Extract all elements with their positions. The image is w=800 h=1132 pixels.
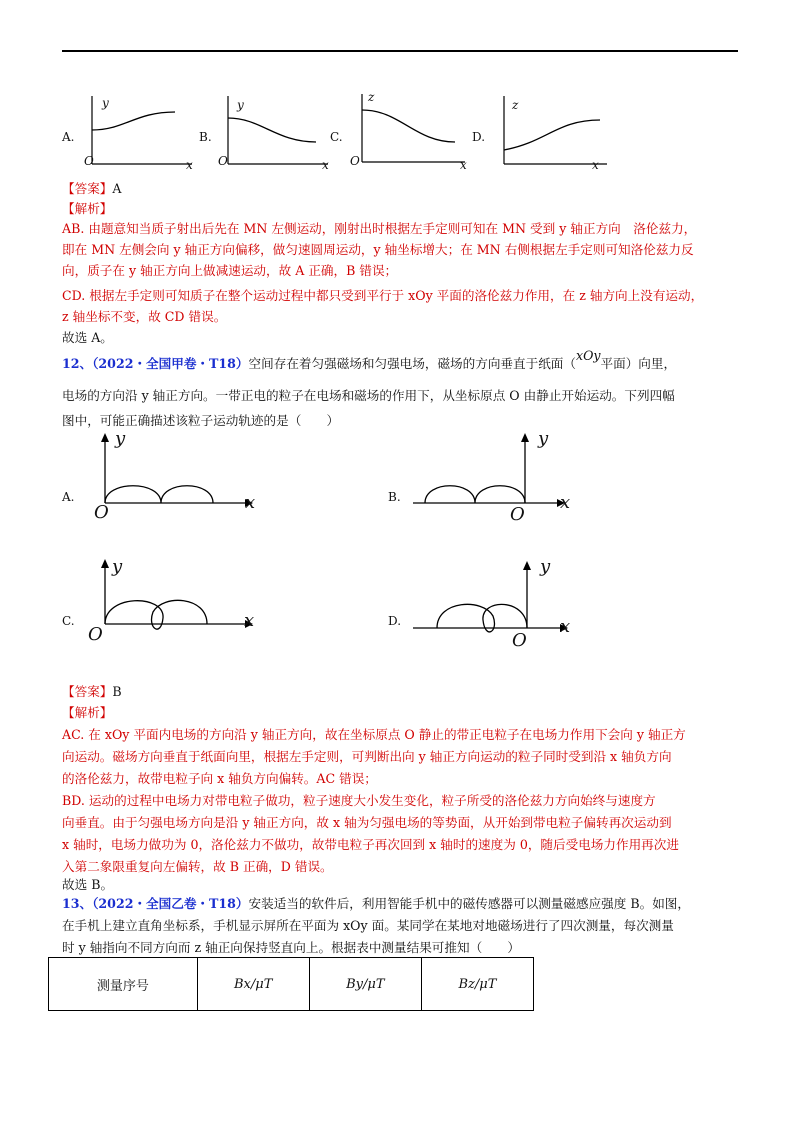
q13-stem-1: 安装适当的软件后，利用智能手机中的磁传感器可以测量磁感应强度 B。如图，: [248, 896, 690, 911]
q11-analysis-line-3: 向，质子在 y 轴正方向上做减速运动，故 A 正确，B 错误；: [62, 263, 398, 278]
q12-d-y: y: [540, 556, 551, 577]
q11-c-xlabel: x: [460, 158, 467, 172]
q11-c-axis: z: [368, 90, 375, 104]
q12-trajectory-a: [105, 486, 213, 503]
q11-d-axis: z: [512, 98, 519, 112]
q12-b-origin: O: [510, 504, 525, 525]
q11-option-b-letter: B.: [199, 130, 212, 144]
q12-analysis-line-2: 向运动。磁场方向垂直于纸面向里，根据左手定则，可判断出向 y 轴正方向运动的粒子同时受到沿 x 轴负方向: [62, 749, 672, 764]
table-header-cell: Bx/μT: [197, 958, 309, 1011]
q12-trajectory-c: [105, 600, 207, 629]
q12-option-b-letter: B.: [388, 490, 401, 504]
q12-analysis-line-3: 的洛伦兹力，故带电粒子向 x 轴负方向偏转。AC 错误；: [62, 771, 377, 786]
q11-conclusion: 故选 A。: [62, 330, 113, 345]
q12-stem-line-2: 电场的方向沿 y 轴正方向。一带正电的粒子在电场和磁场的作用下，从坐标原点 O 由静止开始运动。下列四幅: [62, 388, 675, 403]
q12-answer: B: [112, 684, 122, 699]
q11-a-axis: y: [102, 96, 109, 110]
q11-option-c-letter: C.: [330, 130, 343, 144]
q13-stem-line-1: [62, 896, 690, 912]
q11-curve-a: [92, 112, 175, 130]
table-header-cell: 测量序号: [49, 958, 198, 1011]
q12-analysis-line-4: BD. 运动的过程中电场力对带电粒子做功，粒子速度大小发生变化，粒子所受的洛伦兹力方向始终与速度方: [62, 793, 656, 808]
q12-b-x: x: [560, 492, 571, 513]
q13-measurement-table: [48, 957, 534, 1011]
q12-graph-a: [85, 428, 265, 528]
table-header-cell: Bz/μT: [421, 958, 533, 1011]
q11-b-axis: y: [237, 98, 244, 112]
q12-analysis-line-6: x 轴时，电场力做功为 0，洛伦兹力不做功，故带电粒子再次回到 x 轴时的速度为 0，随后受电场力作用再次进: [62, 837, 679, 852]
q11-answer-line: [62, 181, 121, 197]
q12-trajectory-b: [425, 486, 525, 503]
q12-c-x: x: [244, 610, 255, 631]
q12-c-y: y: [112, 556, 123, 577]
q12-stem-1a: 空间存在着匀强磁场和匀强电场，磁场的方向垂直于纸面（: [248, 356, 576, 371]
q12-a-x: x: [245, 492, 256, 513]
q11-analysis-line-5: z 轴坐标不变，故 CD 错误。: [62, 309, 227, 324]
header-rule: [62, 50, 738, 52]
table-header-row: [49, 958, 534, 1011]
q12-analysis-line-7: 入第二象限重复向左偏转，故 B 正确，D 错误。: [62, 859, 333, 874]
q12-number: 12、（2022・全国甲卷・T18）: [62, 356, 249, 371]
q11-a-origin: O: [84, 154, 94, 168]
q12-conclusion: 故选 B。: [62, 877, 114, 892]
q13-stem-line-3: 时 y 轴指向不同方向而 z 轴正向保持竖直向上。根据表中测量结果可推知（ ）: [62, 940, 520, 955]
q12-plane-label: xOy: [575, 348, 601, 363]
q12-analysis-line-1: AC. 在 xOy 平面内电场的方向沿 y 轴正方向，故在坐标原点 O 静止的带正电粒子在电场力作用下会向 y 轴正方: [62, 727, 686, 742]
q11-option-d-letter: D.: [472, 130, 486, 144]
q12-b-y: y: [538, 428, 549, 449]
q11-graph-a: [80, 92, 200, 174]
q12-c-origin: O: [88, 624, 103, 645]
q12-stem-line-3: 图中，可能正确描述该粒子运动轨迹的是（ ）: [62, 413, 340, 428]
q12-option-d-letter: D.: [388, 614, 402, 628]
q12-stem-line-1: [62, 348, 677, 372]
q11-b-origin: O: [218, 154, 228, 168]
q11-answer: A: [112, 181, 122, 196]
q12-stem-1b: 平面）向里，: [600, 356, 677, 371]
q11-analysis-tag: 【解析】: [62, 201, 113, 216]
q11-analysis-line-2: 即在 MN 左侧会向 y 轴正方向偏移，做匀速圆周运动，y 轴坐标增大；在 MN 右侧根据左手定则可知洛伦兹力反: [62, 242, 694, 257]
q12-analysis-tag: 【解析】: [62, 705, 113, 720]
q12-answer-line: [62, 684, 122, 700]
q11-c-origin: O: [350, 154, 360, 168]
table-header-cell: By/μT: [309, 958, 421, 1011]
q11-a-xlabel: x: [186, 158, 193, 172]
q11-graph-b: [216, 92, 336, 174]
q12-option-c-letter: C.: [62, 614, 75, 628]
q13-stem-line-2: 在手机上建立直角坐标系，手机显示屏所在平面为 xOy 面。某同学在某地对地磁场进行了四次测量，每次测量: [62, 918, 674, 933]
q11-curve-b: [228, 118, 316, 142]
q12-analysis-line-5: 向垂直。由于匀强电场方向是沿 y 轴正方向，故 x 轴为匀强电场的等势面，从开始到带电粒子偏转再次运动到: [62, 815, 672, 830]
q12-a-origin: O: [94, 502, 109, 523]
q12-d-origin: O: [512, 630, 527, 651]
q11-d-xlabel: x: [592, 158, 599, 172]
q11-curve-c: [362, 110, 455, 142]
q12-option-a-letter: A.: [62, 490, 75, 504]
q11-b-xlabel: x: [322, 158, 329, 172]
q11-analysis-line-4: CD. 根据左手定则可知质子在整个运动过程中都只受到平行于 xOy 平面的洛伦兹力作用，在 z 轴方向上没有运动，: [62, 288, 704, 303]
q11-curve-d: [504, 120, 600, 150]
q11-analysis-line-1: AB. 由题意知当质子射出后先在 MN 左侧运动，刚射出时根据左手定则可知在 MN 受到 y 轴正方向 洛伦兹力，: [62, 221, 697, 236]
q12-answer-tag: 【答案】: [62, 684, 113, 699]
q13-number: 13、（2022・全国乙卷・T18）: [62, 896, 249, 911]
q11-answer-tag: 【答案】: [62, 181, 113, 196]
q12-a-y: y: [115, 428, 126, 449]
q12-d-x: x: [560, 616, 571, 637]
q12-graph-b: [405, 428, 575, 528]
q11-option-a-letter: A.: [62, 130, 75, 144]
